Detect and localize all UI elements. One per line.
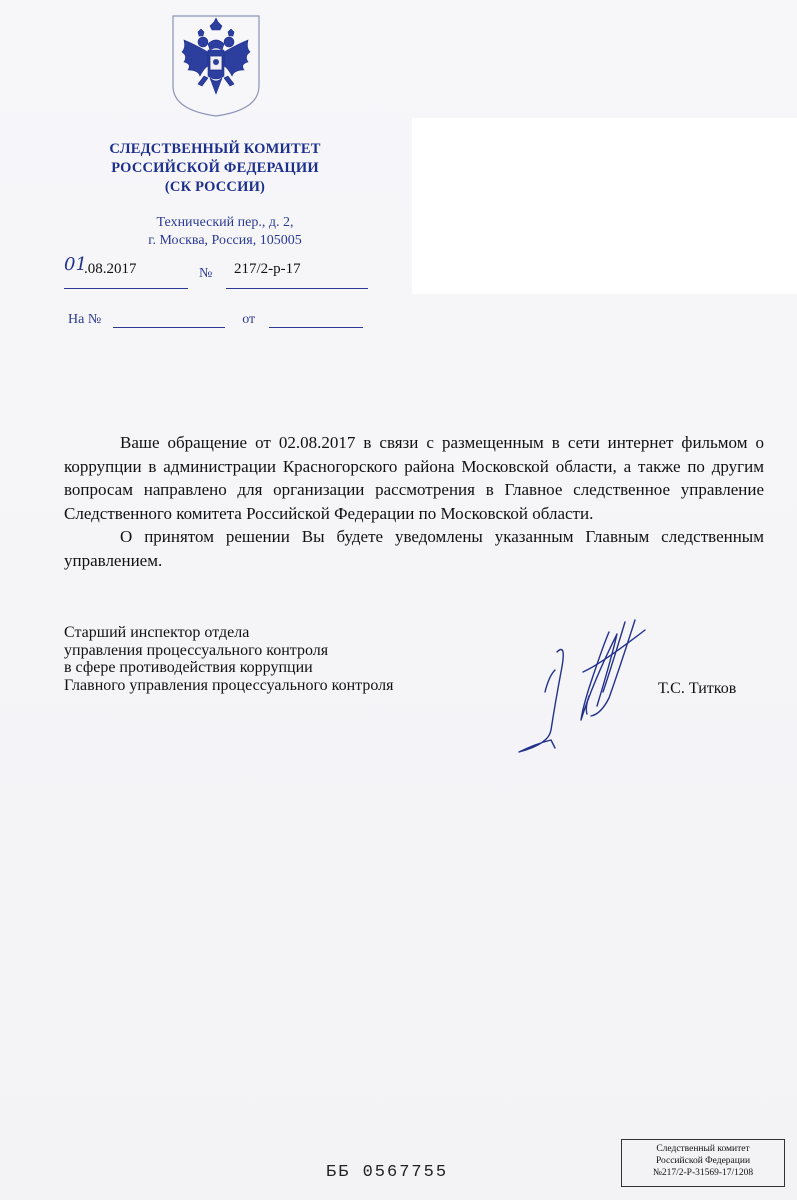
signer-line-3: в сфере противодействия коррупции <box>64 659 313 676</box>
reply-from-label: от <box>242 312 256 327</box>
stamp-line-1: Следственный комитет <box>656 1144 750 1154</box>
organization-name <box>60 140 370 197</box>
letter-body <box>64 431 764 572</box>
org-line-3: (СК РОССИИ) <box>164 179 266 195</box>
signer-name: Т.С. Титков <box>658 680 737 697</box>
outgoing-number: 217/2-р-17 <box>234 261 301 277</box>
signer-line-4: Главного управления процессуального контроля <box>64 676 394 694</box>
org-line-2: РОССИЙСКОЙ ФЕДЕРАЦИИ <box>111 160 319 176</box>
registration-stamp <box>621 1139 785 1187</box>
reply-number-blank <box>113 313 225 328</box>
organization-address <box>95 214 355 250</box>
reply-reference-row <box>68 312 363 328</box>
handwritten-day: 01 <box>64 254 87 275</box>
reply-to-label: На № <box>68 312 102 327</box>
signer-title <box>64 624 394 694</box>
stamp-line-3: №217/2-Р-31569-17/1208 <box>652 1168 754 1178</box>
printed-date: .08.2017 <box>84 261 137 277</box>
signer-line-1: Старший инспектор отдела <box>64 624 250 641</box>
reply-date-blank <box>269 313 363 328</box>
address-line-1: Технический пер., д. 2, <box>156 215 294 230</box>
registration-date <box>64 256 188 289</box>
emblem-icon <box>170 14 262 118</box>
stamp-line-2: Российской Федерации <box>655 1156 751 1166</box>
form-serial-number: ББ 0567755 <box>326 1163 449 1182</box>
address-line-2: г. Москва, Россия, 105005 <box>148 233 302 248</box>
handwritten-signature <box>505 612 665 762</box>
registration-number <box>226 256 368 289</box>
body-paragraph-1: Ваше обращение от 02.08.2017 в связи с размещенным в сети интернет фильмом о коррупции в администрации Красногорского района Московской области, а также по другим вопросам направлено для организации рассмотрения в Главное следственное управление Следственного комитета Российской Федерации по Московской области. <box>64 433 764 523</box>
body-paragraph-2: О принятом решении Вы будете уведомлены указанным Главным следственным управлением. <box>64 527 764 570</box>
number-sign: № <box>199 266 213 281</box>
redacted-area <box>412 118 797 294</box>
org-line-1: СЛЕДСТВЕННЫЙ КОМИТЕТ <box>109 141 321 157</box>
signer-line-2: управления процессуального контроля <box>64 641 329 659</box>
